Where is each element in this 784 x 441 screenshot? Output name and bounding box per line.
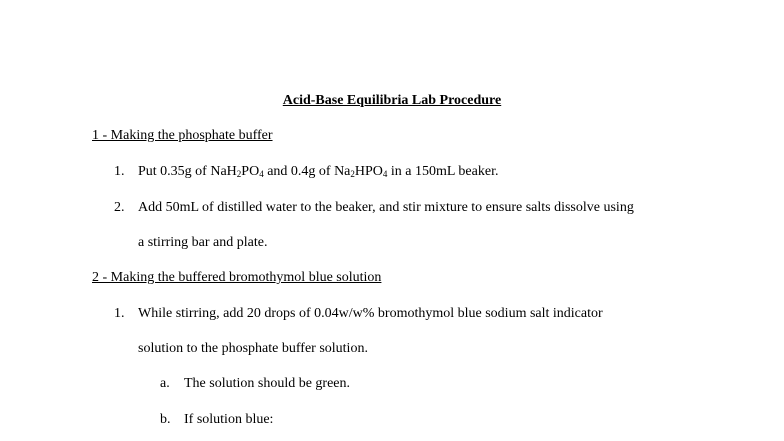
list-item-number: 1. xyxy=(114,306,125,321)
list-item-text-continued: a stirring bar and plate. xyxy=(138,235,268,250)
section-heading-bromothymol-blue: 2 - Making the buffered bromothymol blue solution xyxy=(92,270,382,285)
list-item-text: Add 50mL of distilled water to the beaker, and stir mixture to ensure salts dissolve using xyxy=(138,200,634,215)
list-item-number: 2. xyxy=(114,200,125,215)
list-item-text-continued: solution to the phosphate buffer solution. xyxy=(138,341,368,356)
list-item-text: While stirring, add 20 drops of 0.04w/w% bromothymol blue sodium salt indicator xyxy=(138,306,603,321)
sub-item-letter: b. xyxy=(160,412,171,427)
document-title: Acid-Base Equilibria Lab Procedure xyxy=(282,93,502,108)
section-heading-phosphate-buffer: 1 - Making the phosphate buffer xyxy=(92,128,273,143)
sub-item-letter: a. xyxy=(160,376,170,391)
sub-item-text: The solution should be green. xyxy=(184,376,351,391)
list-item-number: 1. xyxy=(114,164,125,179)
list-item-text: Put 0.35g of $NaH_2PO_4$ and 0.4g of $Na_2HPO_4$ in a 150mL beaker. xyxy=(138,164,499,179)
sub-item-text: If solution blue: xyxy=(184,412,274,427)
